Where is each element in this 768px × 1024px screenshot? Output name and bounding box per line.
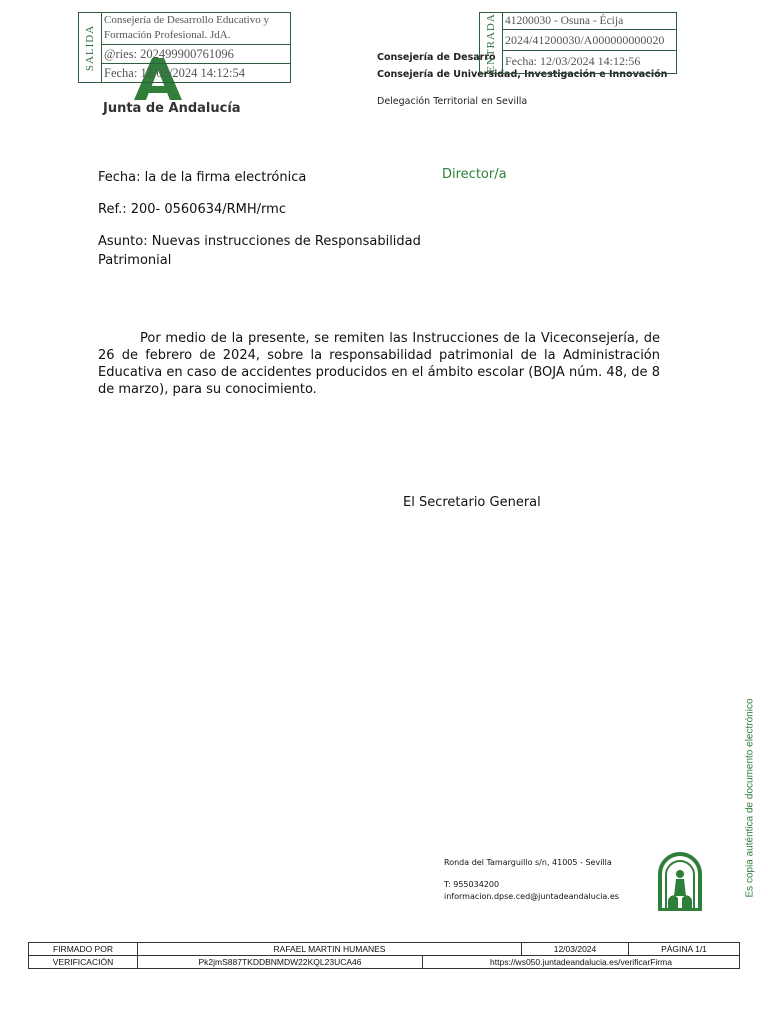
letter-subject-cont: Patrimonial (98, 253, 172, 268)
letter-subject: Asunto: Nuevas instrucciones de Responsabilidad (98, 234, 421, 249)
footer-address: Ronda del Tamarguillo s/n, 41005 - Sevilla (444, 858, 612, 867)
signed-by-label: FIRMADO POR (29, 943, 138, 956)
letter-recipient: Director/a (442, 167, 507, 182)
stamp-date: Fecha: 12/03/2024 14:12:56 (505, 54, 641, 68)
org-line: Consejería de Universidad, Investigación e Innovación (377, 69, 668, 80)
signature-table (28, 942, 740, 969)
org-line: Consejería de Desarro (377, 52, 496, 63)
letter-date: Fecha: la de la firma electrónica (98, 170, 307, 185)
outgoing-registry-stamp (78, 12, 291, 83)
signature-date: 12/03/2024 (522, 943, 629, 956)
andalucia-coat-of-arms-icon (656, 850, 704, 912)
letter-signatory: El Secretario General (403, 495, 541, 510)
letter-body: Por medio de la presente, se remiten las Instrucciones de la Viceconsejería, de 26 de febrero de 2024, sobre la responsabilidad patrimonial de la Administración Educativa en caso de accidentes producidos en el ámbito escolar (BOJA núm. 48, de 8 de marzo), para su conocimiento. (98, 331, 660, 397)
verification-label: VERIFICACIÓN (29, 956, 138, 969)
stamp-line: Consejería de Desarrollo Educativo y (104, 14, 269, 26)
stamp-side-label: SALIDA (79, 13, 102, 82)
stamp-side-label: ENTRADA (480, 13, 503, 73)
stamp-office: 41200030 - Osuna - Écija (503, 13, 676, 30)
table-row (29, 943, 740, 956)
footer-email: informacion.dpse.ced@juntadeandalucia.es (444, 892, 619, 901)
footer-phone: T: 955034200 (444, 880, 500, 889)
incoming-registry-stamp (479, 12, 677, 74)
stamp-registry-number: 2024/41200030/A000000000020 (503, 30, 676, 51)
delegation-line: Delegación Territorial en Sevilla (377, 96, 528, 107)
stamp-date: Fecha: 12/03/2024 14:12:54 (104, 66, 245, 80)
stamp-line: Formación Profesional. JdA. (102, 28, 290, 45)
signer-name: RAFAEL MARTIN HUMANES (138, 943, 522, 956)
verification-url[interactable]: https://ws050.juntadeandalucia.es/verificarFirma (423, 956, 740, 969)
table-row (29, 956, 740, 969)
stamp-registry-number: @ries: 202499900761096 (102, 45, 290, 64)
letter-reference: Ref.: 200- 0560634/RMH/rmc (98, 202, 286, 217)
verification-code: Pk2jmS887TKDDBNMDW22KQL23UCA46 (138, 956, 423, 969)
authentic-copy-note: Es copia auténtica de documento electrónico (744, 698, 756, 898)
page-count: PÁGINA 1/1 (629, 943, 740, 956)
brand-name: Junta de Andalucía (103, 101, 241, 116)
